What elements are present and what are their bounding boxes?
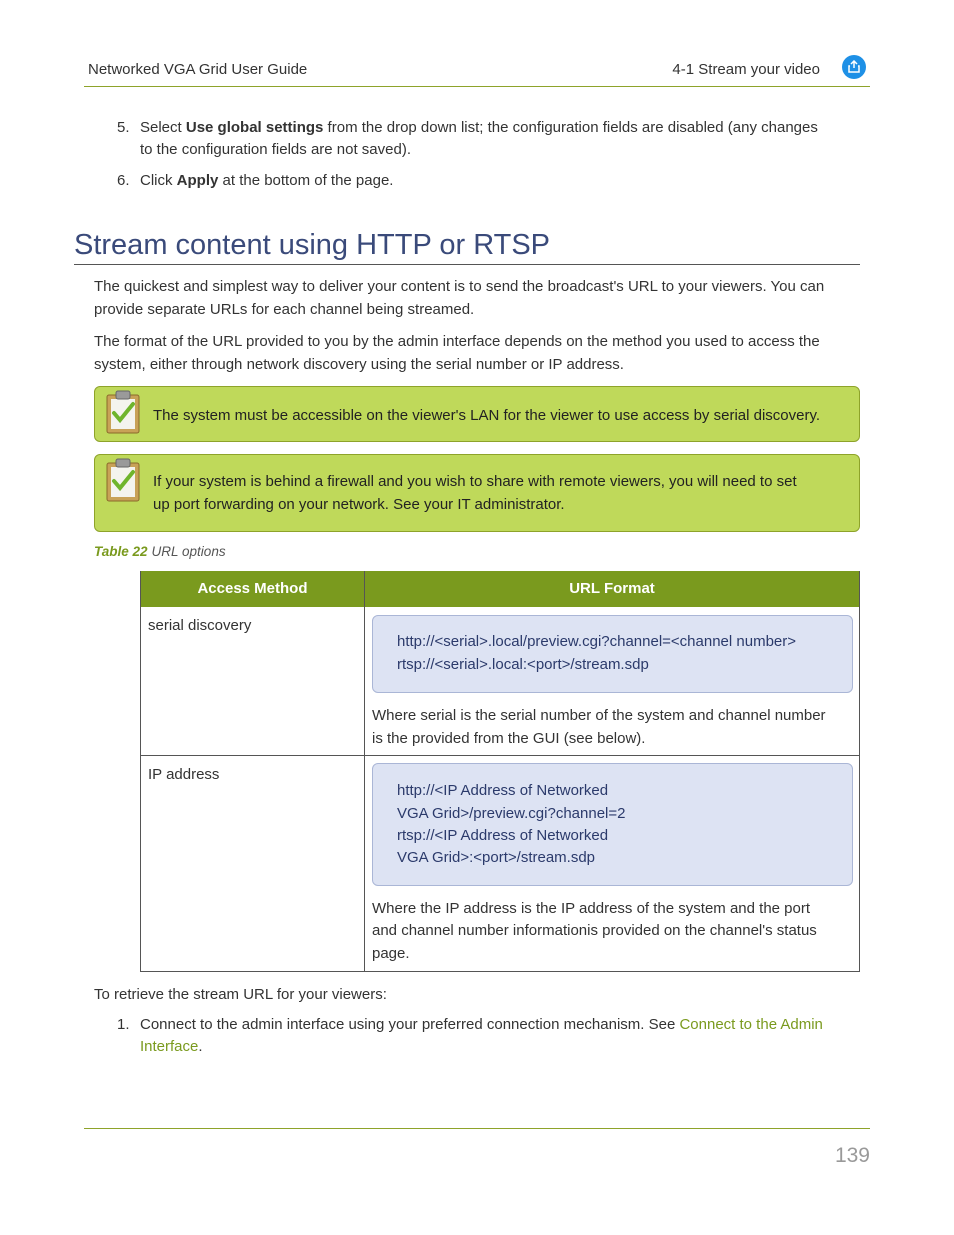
page-header <box>84 53 870 87</box>
table-cell-desc: and channel number informationis provided on the channel's status <box>372 922 817 939</box>
chapter-title: 4-1 Stream your video <box>672 61 820 78</box>
code-box <box>372 763 853 886</box>
note-box <box>94 454 860 532</box>
table-cell-desc: page. <box>372 945 410 962</box>
table-number: Table 22 <box>94 544 148 559</box>
step-bold: Use global settings <box>185 119 324 136</box>
step-bold: Apply <box>176 172 219 189</box>
step-text: Click <box>140 172 177 189</box>
note-text: If your system is behind a firewall and you wish to share with remote viewers, you will need to set <box>153 473 797 490</box>
list-text <box>140 170 393 192</box>
table-cell-method: IP address <box>148 766 220 783</box>
code-line[interactable]: http://<serial>.local/preview.cgi?channel=<channel number> <box>397 633 797 650</box>
table-cell-desc: Where serial is the serial number of the system and channel number <box>372 707 826 724</box>
admin-interface-link[interactable]: Interface <box>140 1038 199 1055</box>
paragraph <box>94 331 854 376</box>
table-caption-text: URL options <box>151 544 226 559</box>
note-text: The system must be accessible on the viewer's LAN for the viewer to use access by serial discovery. <box>153 407 821 424</box>
paragraph-line: The format of the URL provided to you by the admin interface depends on the method you used to access the <box>94 333 820 350</box>
page-number: 139 <box>834 1144 870 1167</box>
url-options-table <box>140 571 860 972</box>
list-text <box>140 117 818 139</box>
list-number: 1. <box>117 1016 130 1033</box>
list-number: 5. <box>117 119 130 136</box>
code-line[interactable]: http://<IP Address of Networked <box>397 782 609 799</box>
step-text: at the bottom of the page. <box>218 172 394 189</box>
row-divider <box>141 755 859 756</box>
code-line[interactable]: rtsp://<IP Address of Networked <box>397 827 609 844</box>
code-line[interactable]: VGA Grid>/preview.cgi?channel=2 <box>397 805 626 822</box>
note-box <box>94 386 860 442</box>
clipboard-check-icon <box>105 389 141 435</box>
share-arrow-glyph <box>847 60 861 74</box>
list-text <box>140 1014 823 1036</box>
step-text: from the drop down list; the configuration fields are disabled (any changes <box>323 119 818 136</box>
note-text: up port forwarding on your network. See your IT administrator. <box>153 496 565 513</box>
clipboard-check-icon <box>105 457 141 503</box>
code-box <box>372 615 853 693</box>
share-icon[interactable] <box>842 55 866 79</box>
column-header-url-format: URL Format <box>569 580 655 597</box>
document-title: Networked VGA Grid User Guide <box>88 61 308 78</box>
paragraph <box>94 276 854 321</box>
step-text: Select <box>140 119 186 136</box>
column-divider <box>364 571 365 971</box>
code-line[interactable]: rtsp://<serial>.local:<port>/stream.sdp <box>397 656 649 673</box>
paragraph-line: The quickest and simplest way to deliver your content is to send the broadcast's URL to your viewers. You can <box>94 278 825 295</box>
table-cell-desc: is the provided from the GUI (see below). <box>372 730 646 747</box>
list-number: 6. <box>117 172 130 189</box>
section-title: Stream content using HTTP or RTSP <box>74 226 860 265</box>
paragraph-line: system, either through network discovery using the serial number or IP address. <box>94 355 624 373</box>
table-cell-method: serial discovery <box>148 617 252 634</box>
paragraph-line: provide separate URLs for each channel being streamed. <box>94 300 475 318</box>
list-text-line2 <box>140 1036 203 1058</box>
table-cell-desc: Where the IP address is the IP address of the system and the port <box>372 900 811 917</box>
table-header <box>141 571 859 607</box>
paragraph: To retrieve the stream URL for your viewers: <box>94 986 387 1003</box>
step-text: Connect to the admin interface using your preferred connection mechanism. See <box>140 1016 680 1033</box>
column-header-access-method: Access Method <box>197 580 308 597</box>
table-caption <box>94 544 226 559</box>
footer-divider <box>84 1128 870 1129</box>
admin-interface-link[interactable]: Connect to the Admin <box>679 1016 823 1033</box>
code-line[interactable]: VGA Grid>:<port>/stream.sdp <box>397 849 596 866</box>
step-text: . <box>198 1038 203 1055</box>
step-text-line2: to the configuration fields are not saved). <box>140 141 411 158</box>
